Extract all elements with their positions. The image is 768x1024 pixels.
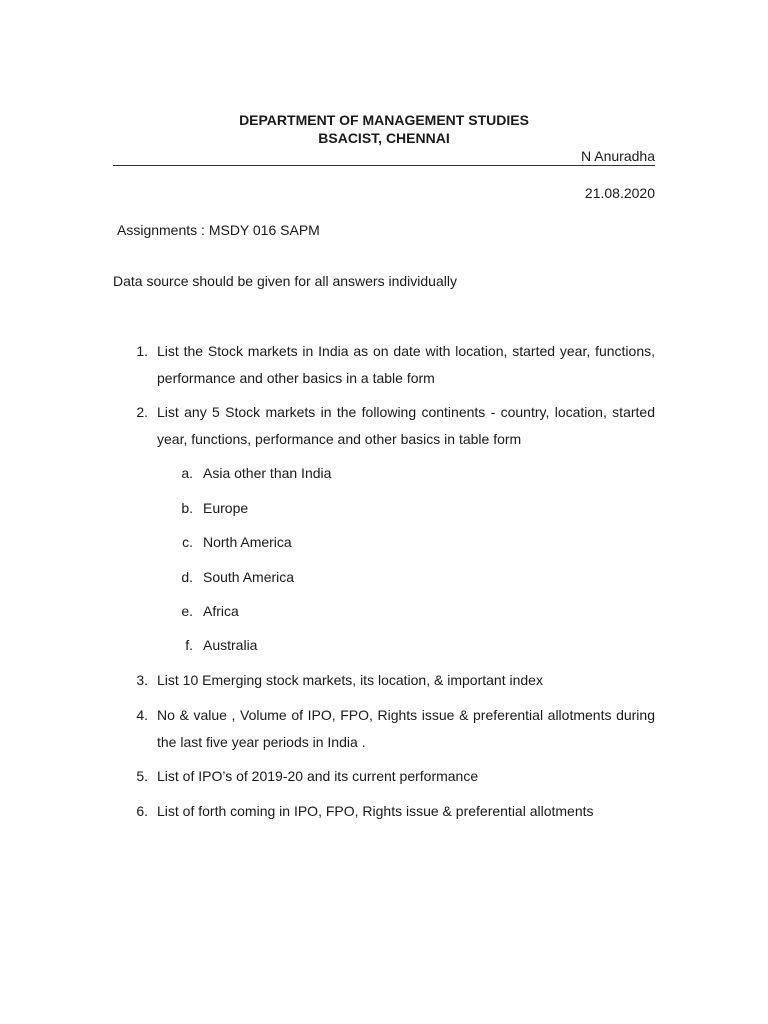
question-number: 1. — [136, 343, 148, 359]
continent-letter: a. — [181, 465, 193, 481]
continent-text: Asia other than India — [203, 465, 332, 481]
continent-letter: d. — [181, 569, 193, 585]
continent-text: North America — [203, 534, 292, 550]
assignment-title: Assignments : MSDY 016 SAPM — [117, 222, 320, 238]
document-date: 21.08.2020 — [584, 185, 655, 201]
continent-text: Europe — [203, 500, 249, 516]
instruction-text: Data source should be given for all answers individually — [113, 273, 457, 289]
question-number: 2. — [136, 404, 148, 420]
continent-text: South America — [203, 569, 295, 585]
question-text: List of forth coming in IPO, FPO, Rights issue & preferential allotments — [157, 803, 594, 819]
question-text: List 10 Emerging stock markets, its location, & important index — [157, 672, 543, 688]
question-number: 4. — [136, 707, 148, 723]
continent-text: Australia — [203, 637, 258, 653]
continent-letter: f. — [185, 637, 193, 653]
continent-letter: b. — [181, 500, 193, 516]
institution-heading: BSACIST, CHENNAI — [318, 130, 450, 146]
header-divider — [113, 165, 655, 166]
question-number: 3. — [136, 672, 148, 688]
question-text: List of IPO’s of 2019-20 and its current performance — [157, 768, 479, 784]
question-text: No & value , Volume of IPO, FPO, Rights issue & preferential allotments during the last five year periods in India . — [157, 707, 655, 750]
department-heading: DEPARTMENT OF MANAGEMENT STUDIES — [239, 112, 529, 128]
question-number: 5. — [136, 768, 148, 784]
continent-text: Africa — [203, 603, 239, 619]
continent-letter: e. — [181, 603, 193, 619]
author-name: N Anuradha — [581, 148, 655, 164]
continent-letter: c. — [182, 534, 193, 550]
question-number: 6. — [136, 803, 148, 819]
question-text: List any 5 Stock markets in the following continents - country, location, started year, functions, performance and other basics in table form — [157, 404, 655, 447]
question-text: List the Stock markets in India as on date with location, started year, functions, performance and other basics in a table form — [157, 343, 655, 386]
